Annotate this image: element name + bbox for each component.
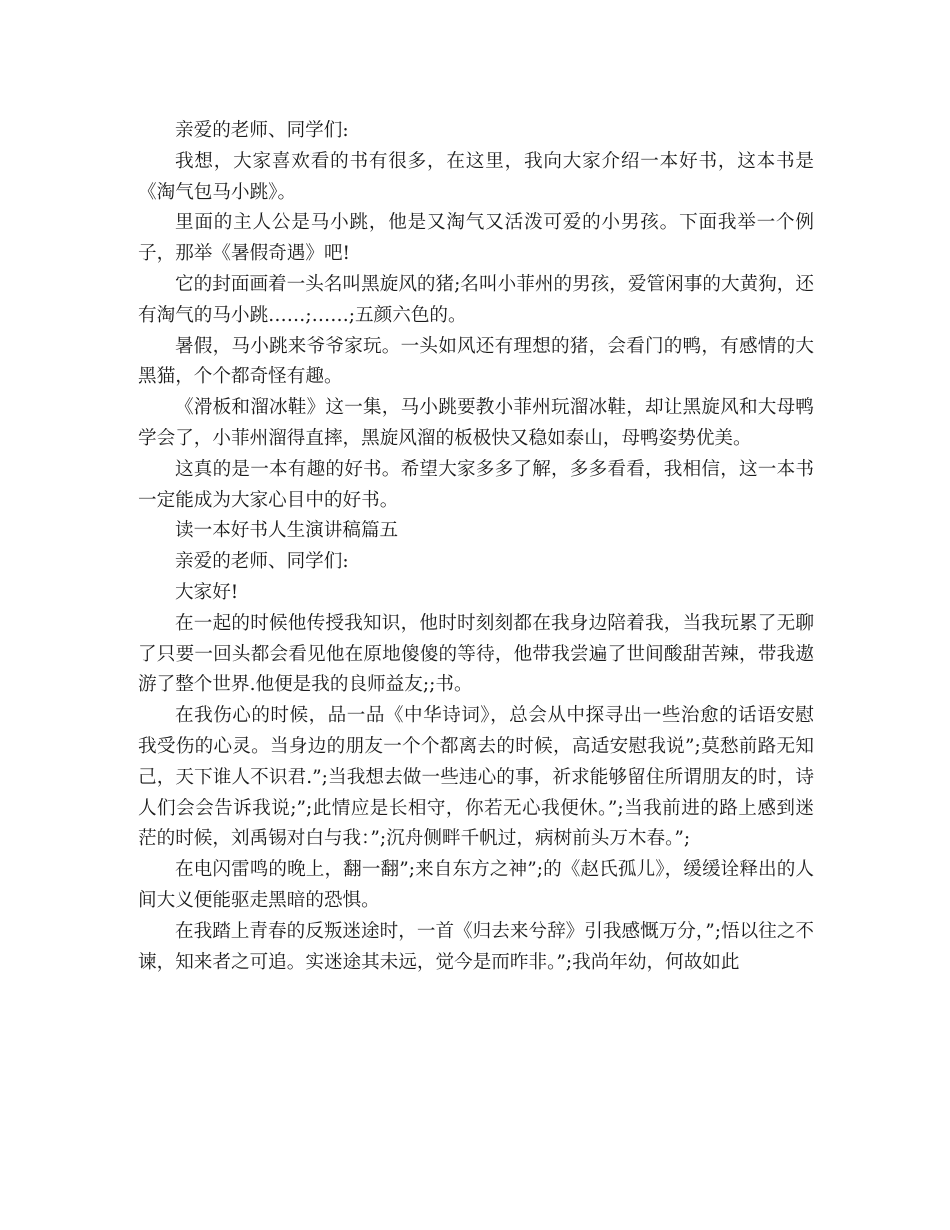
paragraph: 我想，大家喜欢看的书有很多，在这里，我向大家介绍一本好书，这本书是《淘气包马小跳》。 xyxy=(138,150,814,203)
paragraph: 亲爱的老师、同学们: xyxy=(175,551,349,573)
paragraph: 亲爱的老师、同学们: xyxy=(175,120,349,141)
paragraph: 在我伤心的时候，品一品《中华诗词》，总会从中探寻出一些治愈的话语安慰我受伤的心灵。当身边的朋友一个个都离去的时候，高适安慰我说”;莫愁前路无知己，天下谁人不识君.”;当我想去做一些违心的事，祈求能够留住所谓朋友的时，诗人们会会告诉我说;”;此情应是长相守，你若无心我便休。”;当我前进的路上感到迷茫的时候，刘禹锡对白与我：”;沉舟侧畔千帆过，病树前头万木春。”; xyxy=(138,705,814,850)
paragraph: 里面的主人公是马小跳，他是又淘气又活泼可爱的小男孩。下面我举一个例子，那举《暑假奇遇》吧! xyxy=(138,212,814,265)
paragraph: 在我踏上青春的反叛迷途时，一首《归去来兮辞》引我感慨万分，”;悟以往之不谏，知来者之可追。实迷途其未远，觉今是而昨非。”;我尚年幼，何故如此 xyxy=(138,920,814,973)
paragraph: 在一起的时候他传授我知识，他时时刻刻都在我身边陪着我，当我玩累了无聊了只要一回头都会看见他在原地傻傻的等待，他带我尝遍了世间酸甜苦辣，带我遨游了整个世界.他便是我的良师益友;;书。 xyxy=(138,612,814,696)
section-heading: 读一本好书人生演讲稿篇五 xyxy=(175,520,399,542)
paragraph: 它的封面画着一头名叫黑旋风的猪;名叫小菲州的男孩，爱管闲事的大黄狗，还有淘气的马小跳……;……;五颜六色的。 xyxy=(138,273,814,326)
document-body xyxy=(138,116,814,978)
paragraph: 大家好! xyxy=(175,581,239,603)
paragraph: 暑假，马小跳来爷爷家玩。一头如风还有理想的猪，会看门的鸭，有感情的大黑猫，个个都奇怪有趣。 xyxy=(138,335,814,388)
paragraph: 《滑板和溜冰鞋》这一集，马小跳要教小菲州玩溜冰鞋，却让黑旋风和大母鸭学会了，小菲州溜得直摔，黑旋风溜的板极快又稳如泰山，母鸭姿势优美。 xyxy=(138,397,814,449)
paragraph: 这真的是一本有趣的好书。希望大家多多了解，多多看看，我相信，这一本书一定能成为大家心目中的好书。 xyxy=(138,458,814,511)
paragraph: 在电闪雷鸣的晚上，翻一翻”;来自东方之神”;的《赵氏孤儿》，缓缓诠释出的人间大义便能驱走黑暗的恐惧。 xyxy=(138,859,814,911)
